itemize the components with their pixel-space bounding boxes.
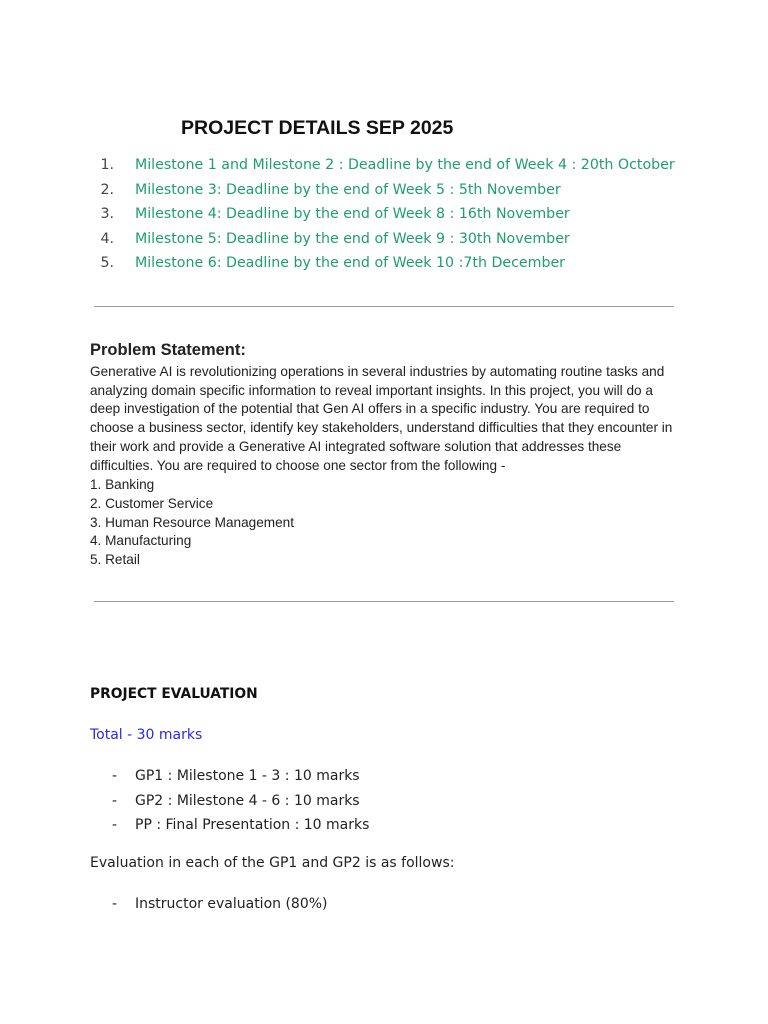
milestone-text: Milestone 3: Deadline by the end of Week 5 : 5th November — [135, 181, 561, 198]
list-number: 5. — [100, 255, 114, 271]
list-item: 3. Human Resource Management — [90, 514, 295, 530]
problem-statement-heading: Problem Statement: — [90, 341, 246, 359]
list-item: 5. Retail — [90, 552, 140, 568]
component-text: GP2 : Milestone 4 - 6 : 10 marks — [135, 792, 360, 809]
list-number: 4. — [100, 230, 114, 247]
list-number: 3. — [100, 206, 114, 222]
component-text: GP1 : Milestone 1 - 3 : 10 marks — [135, 768, 360, 784]
list-number: 1. — [100, 157, 114, 173]
evaluation-note: Evaluation in each of the GP1 and GP2 is as follows: — [90, 855, 455, 871]
evaluation-heading: PROJECT EVALUATION — [90, 686, 258, 702]
dash-bullet: - — [112, 817, 118, 833]
milestone-text: Milestone 4: Deadline by the end of Week 8 : 16th November — [135, 206, 570, 222]
page-title: PROJECT DETAILS SEP 2025 — [181, 117, 454, 139]
milestone-text: Milestone 5: Deadline by the end of Week 9 : 30th November — [135, 230, 570, 247]
milestone-text: Milestone 6: Deadline by the end of Week 10 :7th December — [135, 255, 566, 271]
dash-bullet: - — [112, 768, 118, 784]
dash-bullet: - — [112, 792, 118, 809]
sector-list — [90, 476, 294, 570]
component-text: PP : Final Presentation : 10 marks — [135, 817, 370, 833]
list-item — [90, 153, 675, 178]
dash-bullet: - — [112, 896, 118, 912]
list-item — [90, 178, 561, 203]
list-item: 2. Customer Service — [90, 495, 214, 511]
list-item — [90, 251, 566, 276]
list-item: 4. Manufacturing — [90, 533, 192, 549]
list-number: 2. — [100, 181, 114, 198]
list-item — [90, 227, 570, 252]
list-item: 1. Banking — [90, 477, 155, 492]
criteria-text: Instructor evaluation (80%) — [135, 896, 328, 912]
milestone-list — [90, 153, 675, 276]
horizontal-divider — [94, 601, 674, 602]
problem-statement-body: Generative AI is revolutionizing operations in several industries by automating routine tasks and analyzing domain specific information to reveal important insights. In this project, you will do a deep investigation of the potential that Gen AI offers in a specific industry. You are required to choose a business sector, identify key stakeholders, understand difficulties that they encounter in their work and provide a Generative AI integrated software solution that addresses these difficulties. You are required to choose one sector from the following - — [90, 364, 673, 473]
total-marks: Total - 30 marks — [90, 727, 203, 743]
horizontal-divider — [94, 306, 674, 307]
list-item — [90, 202, 570, 227]
milestone-text: Milestone 1 and Milestone 2 : Deadline by the end of Week 4 : 20th October — [135, 157, 675, 173]
